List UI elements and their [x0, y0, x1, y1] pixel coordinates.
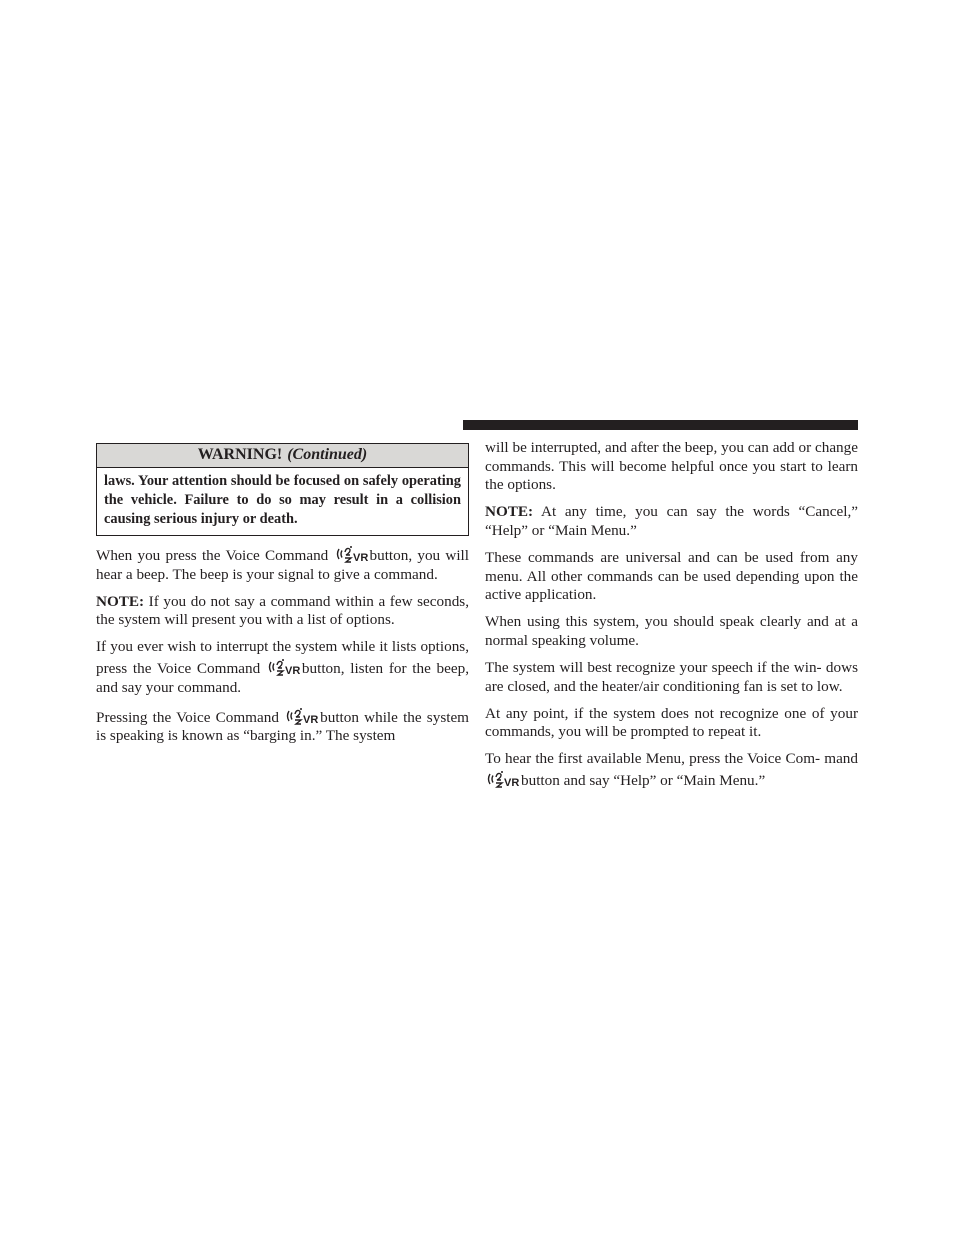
- paragraph: At any point, if the system does not recognize one of your commands, you will be prompted to repeat it.: [485, 704, 858, 741]
- note-text: At any time, you can say the words “Cancel,” “Help” or “Main Menu.”: [485, 503, 858, 539]
- paragraph: The system will best recognize your speech if the win- dows are closed, and the heater/air conditioning fan is set to low.: [485, 658, 858, 695]
- svg-text:VR: VR: [284, 664, 301, 677]
- section-header-bar: [463, 420, 858, 430]
- paragraph: [96, 544, 469, 584]
- warning-body: laws. Your attention should be focused on safely operating the vehicle. Failure to do so may result in a collision causing serious injury or death.: [104, 473, 461, 527]
- right-column: [485, 439, 858, 799]
- warning-continued: (Continued): [287, 446, 368, 463]
- svg-text:VR: VR: [504, 776, 520, 789]
- note-paragraph: [96, 593, 469, 630]
- left-column: [96, 443, 469, 754]
- svg-text:VR: VR: [303, 713, 319, 726]
- note-paragraph: [485, 503, 858, 540]
- paragraph: [96, 638, 469, 697]
- voice-command-icon: [267, 657, 301, 677]
- note-label: NOTE:: [485, 503, 534, 521]
- warning-box: [96, 443, 469, 536]
- paragraph-text: When you press the Voice Command: [96, 547, 329, 564]
- voice-command-icon: [486, 769, 520, 789]
- paragraph: These commands are universal and can be used from any menu. All other commands can be used depending upon the active application.: [485, 548, 858, 604]
- voice-command-icon: [285, 706, 319, 726]
- warning-header: [97, 444, 468, 468]
- note-label: NOTE:: [96, 592, 145, 610]
- paragraph-text: Pressing the Voice Command: [96, 708, 279, 726]
- paragraph-text: To hear the first available Menu, press the Voice Com- mand: [485, 750, 858, 768]
- warning-title: WARNING!: [197, 446, 283, 463]
- paragraph-text: button while the system is speaking is known as “barging in.” The system: [96, 708, 469, 745]
- note-text: If you do not say a command within a few seconds, the system will present you with a list of options.: [96, 592, 469, 629]
- paragraph: When using this system, you should speak clearly and at a normal speaking volume.: [485, 613, 858, 649]
- paragraph: [96, 706, 469, 746]
- voice-command-icon: [335, 544, 369, 564]
- paragraph: [485, 750, 858, 790]
- paragraph: will be interrupted, and after the beep, you can add or change commands. This will become helpful once you start to learn the options.: [485, 439, 858, 494]
- paragraph-text: button, listen for the beep, and say your command.: [96, 659, 470, 696]
- paragraph-text: button and say “Help” or “Main Menu.”: [521, 771, 766, 789]
- svg-text:VR: VR: [352, 552, 368, 564]
- paragraph-text: If you ever wish to interrupt the system while it lists options, press the Voice Command: [96, 638, 469, 677]
- paragraph-text: button, you will hear a beep. The beep is your signal to give a command.: [96, 547, 469, 583]
